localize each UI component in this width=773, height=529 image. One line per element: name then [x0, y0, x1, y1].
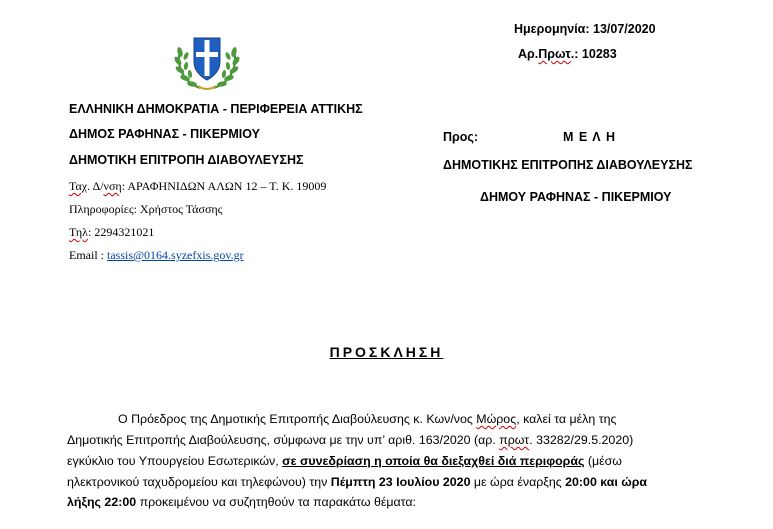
recipient-to-label: Προς: [443, 130, 479, 144]
info-label: Πληροφορίες: [69, 202, 137, 216]
body-l3-c: (μέσω [584, 454, 622, 468]
protocol-suffix: .: [570, 47, 579, 61]
body-l4-d: 20:00 και ώρα [565, 475, 648, 489]
recipient-line-2: ΔΗΜΟΤΙΚΗΣ ΕΠΙΤΡΟΠΗΣ ΔΙΑΒΟΥΛΕΥΣΗΣ [443, 158, 693, 172]
recipient-to-value: Μ Ε Λ Η [563, 130, 617, 144]
info-line [69, 202, 222, 217]
protocol-prefix: Αρ. [518, 47, 539, 61]
sender-line-2: ΔΗΜΟΣ ΡΑΦΗΝΑΣ - ΠΙΚΕΡΜΙΟΥ [69, 127, 260, 141]
sender-line-3: ΔΗΜΟΤΙΚΗ ΕΠΙΤΡΟΠΗ ΔΙΑΒΟΥΛΕΥΣΗΣ [69, 153, 304, 167]
email-label: Email : [69, 248, 104, 262]
body-l3-a: εγκύκλιο του Υπουργείου Εσωτερικών, [67, 454, 283, 468]
email-line [69, 248, 244, 263]
protocol-line [518, 47, 617, 61]
tel-line [69, 225, 154, 240]
greek-state-emblem-icon [170, 24, 244, 94]
date-label: Ημερομηνία: [514, 22, 590, 36]
body-l5-a: λήξης 22:00 [67, 495, 137, 509]
tel-value: : 2294321021 [87, 225, 155, 239]
body-l5-b: προκειμένου να συζητηθούν τα παρακάτω θέματα: [136, 495, 416, 509]
date-value: 13/07/2020 [593, 22, 656, 36]
body-l4-b: Πέμπτη 23 Ιουλίου 2020 [330, 475, 471, 489]
body-l2-a: Δημοτικής Επιτροπής Διαβούλευσης, σύμφωνα με την υπ’ αριθ. 163/2020 (αρ. [67, 433, 500, 447]
body-l1-a: Ο Πρόεδρος της Δημοτικής Επιτροπής Διαβούλευσης κ. Κων/νος [118, 412, 477, 426]
body-line-2 [67, 433, 633, 447]
body-line-1 [118, 412, 616, 426]
body-line-5 [67, 495, 416, 509]
body-l3-b: σε συνεδρίαση η οποία θα διεξαχθεί διά περιφοράς [282, 454, 585, 468]
date-line [514, 22, 656, 36]
email-link[interactable]: tassis@0164.syzefxis.gov.gr [107, 248, 244, 262]
address-label-a: Ταχ [69, 179, 88, 193]
sender-line-1: ΕΛΛΗΝΙΚΗ ΔΗΜΟΚΡΑΤΙΑ - ΠΕΡΙΦΕΡΕΙΑ ΑΤΤΙΚΗΣ [69, 102, 363, 116]
address-line [69, 179, 326, 194]
info-value: Χρήστος Τάσσης [139, 202, 223, 216]
address-value: : ΑΡΑΦΗΝΙΔΩΝ ΑΛΩΝ 12 – Τ. Κ. 19009 [121, 179, 327, 193]
body-l4-a: ηλεκτρονικού ταχυδρομείου και τηλεφώνου) την [67, 475, 331, 489]
address-label-b: . Δ/ [87, 179, 104, 193]
body-line-4 [67, 475, 647, 489]
address-label-c: νση [103, 179, 122, 193]
protocol-word: Πρωτ [538, 47, 571, 61]
body-line-3 [67, 454, 622, 468]
body-l1-b: Μώρος [476, 412, 517, 426]
protocol-value: 10283 [581, 47, 617, 61]
body-l2-b: πρωτ [499, 433, 530, 447]
body-l4-c: με ώρα έναρξης [470, 475, 566, 489]
body-l2-c: . 33282/29.5.2020) [529, 433, 634, 447]
tel-label: Τηλ [69, 225, 88, 239]
body-l1-c: , καλεί τα μέλη της [516, 412, 617, 426]
document-title: ΠΡΟΣΚΛΗΣΗ [329, 344, 444, 360]
recipient-line-3: ΔΗΜΟΥ ΡΑΦΗΝΑΣ - ΠΙΚΕΡΜΙΟΥ [480, 190, 672, 204]
